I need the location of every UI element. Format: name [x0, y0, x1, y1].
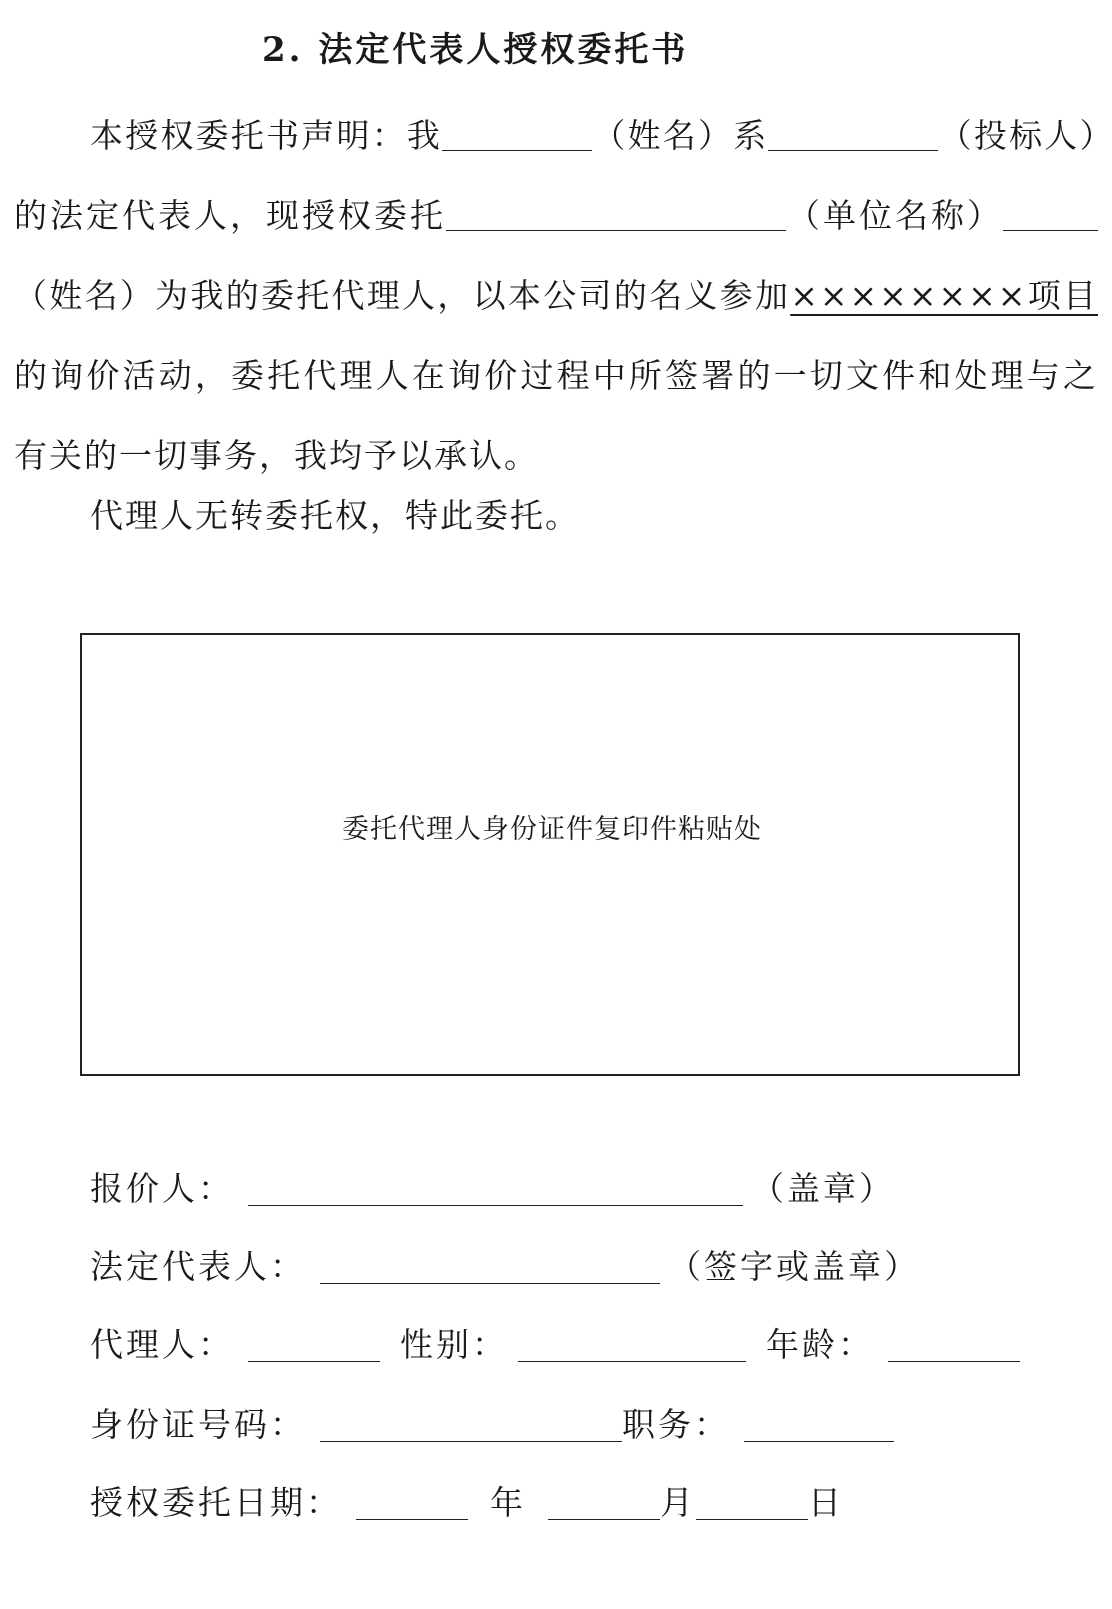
bidder-row [90, 1166, 895, 1212]
unit-name-blank[interactable] [446, 196, 786, 231]
document-title: 2. 法定代表人授权委托书 [262, 30, 689, 70]
legal-rep-label: 法定代表人： [90, 1247, 306, 1286]
position-blank[interactable] [744, 1407, 894, 1442]
legal-rep-row [90, 1244, 920, 1290]
age-blank[interactable] [888, 1327, 1020, 1362]
para-text-3: （投标人）的法定代表人，现授权委托 [14, 116, 1099, 235]
agent-label: 代理人： [90, 1325, 234, 1364]
bidder-label: 报价人： [90, 1169, 234, 1208]
project-name: ××××××××项目 [790, 276, 1099, 315]
day-blank[interactable] [696, 1485, 808, 1520]
agent-name-blank[interactable] [1003, 196, 1098, 231]
para-text-4: （单位名称） [786, 196, 1003, 235]
agent-blank[interactable] [248, 1327, 380, 1362]
gender-label: 性别： [400, 1325, 508, 1364]
legal-rep-sign-note: （签字或盖章） [668, 1247, 920, 1286]
id-number-label: 身份证号码： [90, 1405, 306, 1444]
bidder-seal-note: （盖章） [751, 1169, 895, 1208]
id-position-row [90, 1402, 894, 1448]
age-label: 年龄： [766, 1325, 874, 1364]
legal-rep-blank[interactable] [320, 1249, 660, 1284]
para-text-1: 本授权委托书声明：我 [90, 116, 443, 155]
agent-row [90, 1322, 1020, 1368]
id-number-blank[interactable] [320, 1407, 622, 1442]
para-text-5: （姓名）为我的委托代理人，以本公司的名义参加 [14, 276, 791, 315]
id-copy-paste-label: 委托代理人身份证件复印件粘贴处 [342, 814, 762, 845]
para-text-2: （姓名）系 [592, 116, 769, 155]
authorization-paragraph [14, 96, 1098, 496]
bidder-name-blank[interactable] [768, 116, 938, 151]
gender-blank[interactable] [518, 1327, 746, 1362]
date-row [90, 1480, 844, 1526]
month-blank[interactable] [548, 1485, 660, 1520]
date-label: 授权委托日期： [90, 1483, 342, 1522]
para-text-6: 的询价活动，委托代理人在询价过程中所签署的一切文件和处理与之有关的一切事务，我均予以承认。 [14, 356, 1098, 475]
no-subdelegation-paragraph: 代理人无转委托权，特此委托。 [90, 496, 580, 535]
position-label: 职务： [622, 1405, 730, 1444]
month-label: 月 [660, 1483, 696, 1522]
year-blank[interactable] [356, 1485, 468, 1520]
legal-rep-name-blank[interactable] [442, 116, 592, 151]
id-copy-paste-box [80, 633, 1020, 1076]
year-label: 年 [490, 1483, 526, 1522]
bidder-blank[interactable] [248, 1171, 743, 1206]
day-label: 日 [808, 1483, 844, 1522]
